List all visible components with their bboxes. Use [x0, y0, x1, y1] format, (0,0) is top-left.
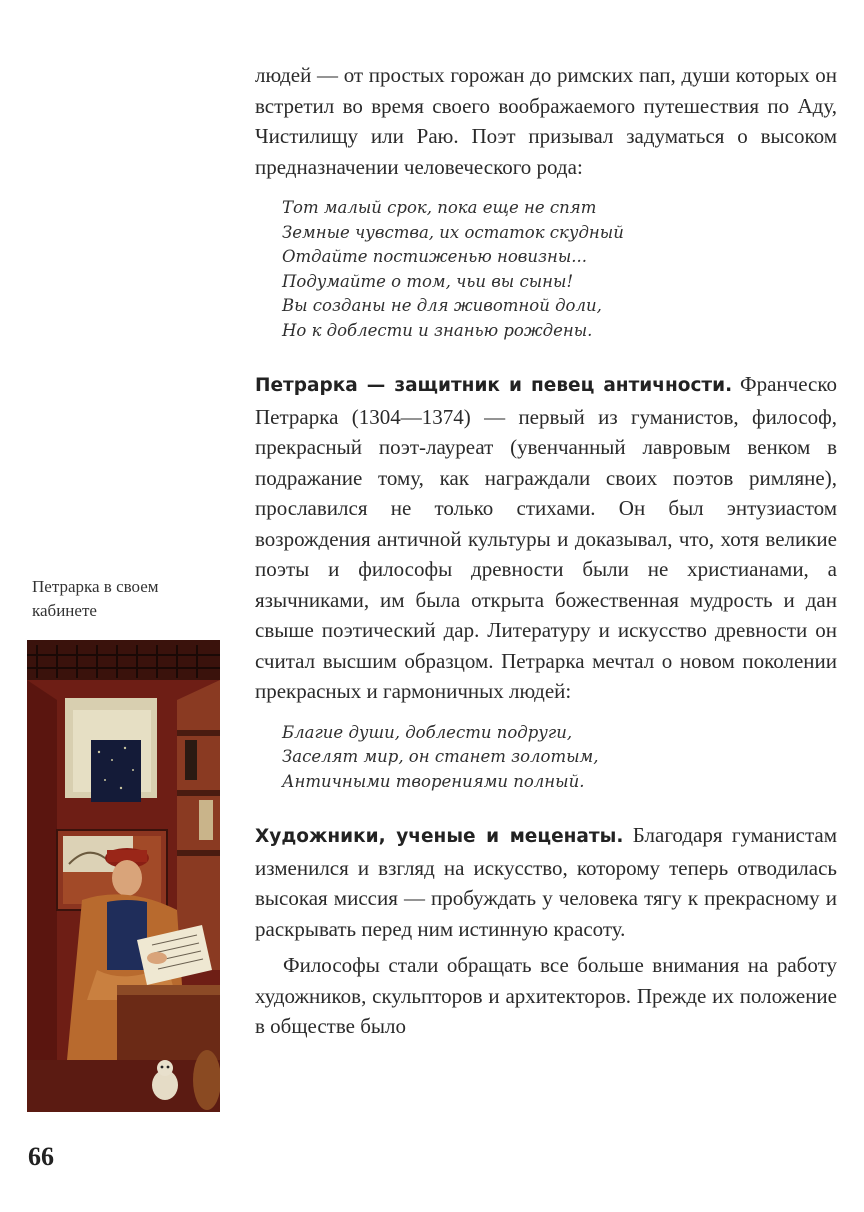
- section-title-petrarch: Петрарка — защитник и певец античности.: [255, 375, 733, 396]
- paragraph-dante: людей — от простых горожан до римских пап, души которых он встретил во время своего воображаемого путешествия по Аду, Чистилищу или Раю. Поэт призывал задуматься о высоком предназначении человеческого рода:: [255, 63, 837, 179]
- paragraph-petrarch: [255, 369, 837, 707]
- verse-line: Отдайте постиженью новизны...: [282, 247, 588, 266]
- verse-line: Вы созданы не для животной доли,: [282, 296, 602, 315]
- verse-petrarch: [282, 721, 837, 795]
- verse-line: Но к доблести и знанью рождены.: [282, 320, 593, 340]
- verse-line: Благие души, доблести подруги,: [282, 722, 573, 742]
- artists-text: Благодаря гуманистам изменился и взгляд на искусство, которому теперь отводилась высокая миссия — пробуждать у человека тягу к прекрасному и раскрывать перед ним истинную красоту.: [255, 823, 837, 941]
- paragraph-artists: [255, 820, 837, 944]
- section-title-artists: Художники, ученые и меценаты.: [255, 826, 624, 847]
- verse-dante: [282, 196, 837, 343]
- verse-line: Античными творениями полный.: [282, 771, 585, 791]
- verse-line: Земные чувства, их остаток скудный: [282, 222, 624, 242]
- paragraph-philosophers: Философы стали обращать все больше внимания на работу художников, скульпторов и архитекторов. Прежде их положение в обществе было: [255, 953, 837, 1038]
- main-text: [255, 60, 837, 1042]
- verse-line: Заселят мир, он станет золотым,: [282, 747, 599, 766]
- petrarch-study-illustration: [27, 640, 220, 1112]
- verse-line: Тот малый срок, пока еще не спят: [282, 198, 597, 217]
- verse-line: Подумайте о том, чьи вы сыны!: [282, 271, 574, 291]
- illustration-caption: Петрарка в своем кабинете: [32, 577, 159, 620]
- petrarch-text: Франческо Петрарка (1304—1374) — первый из гуманистов, философ, прекрасный поэт-лауреат (увенчанный лавровым венком в подражание тому, как награждали своих поэтов римляне), прославился не только стихами. Он был энтузиастом возрождения античной культуры и доказывал, что, хотя великие поэты и философы древности были не христианами, а язычниками, им была открыта божественная мудрость и дан свыше поэтический дар. Литературу и искусство древности он считал высшим образцом. Петрарка мечтал о новом поколении прекрасных и гармоничных людей:: [255, 372, 838, 703]
- page-number: 66: [28, 1142, 54, 1171]
